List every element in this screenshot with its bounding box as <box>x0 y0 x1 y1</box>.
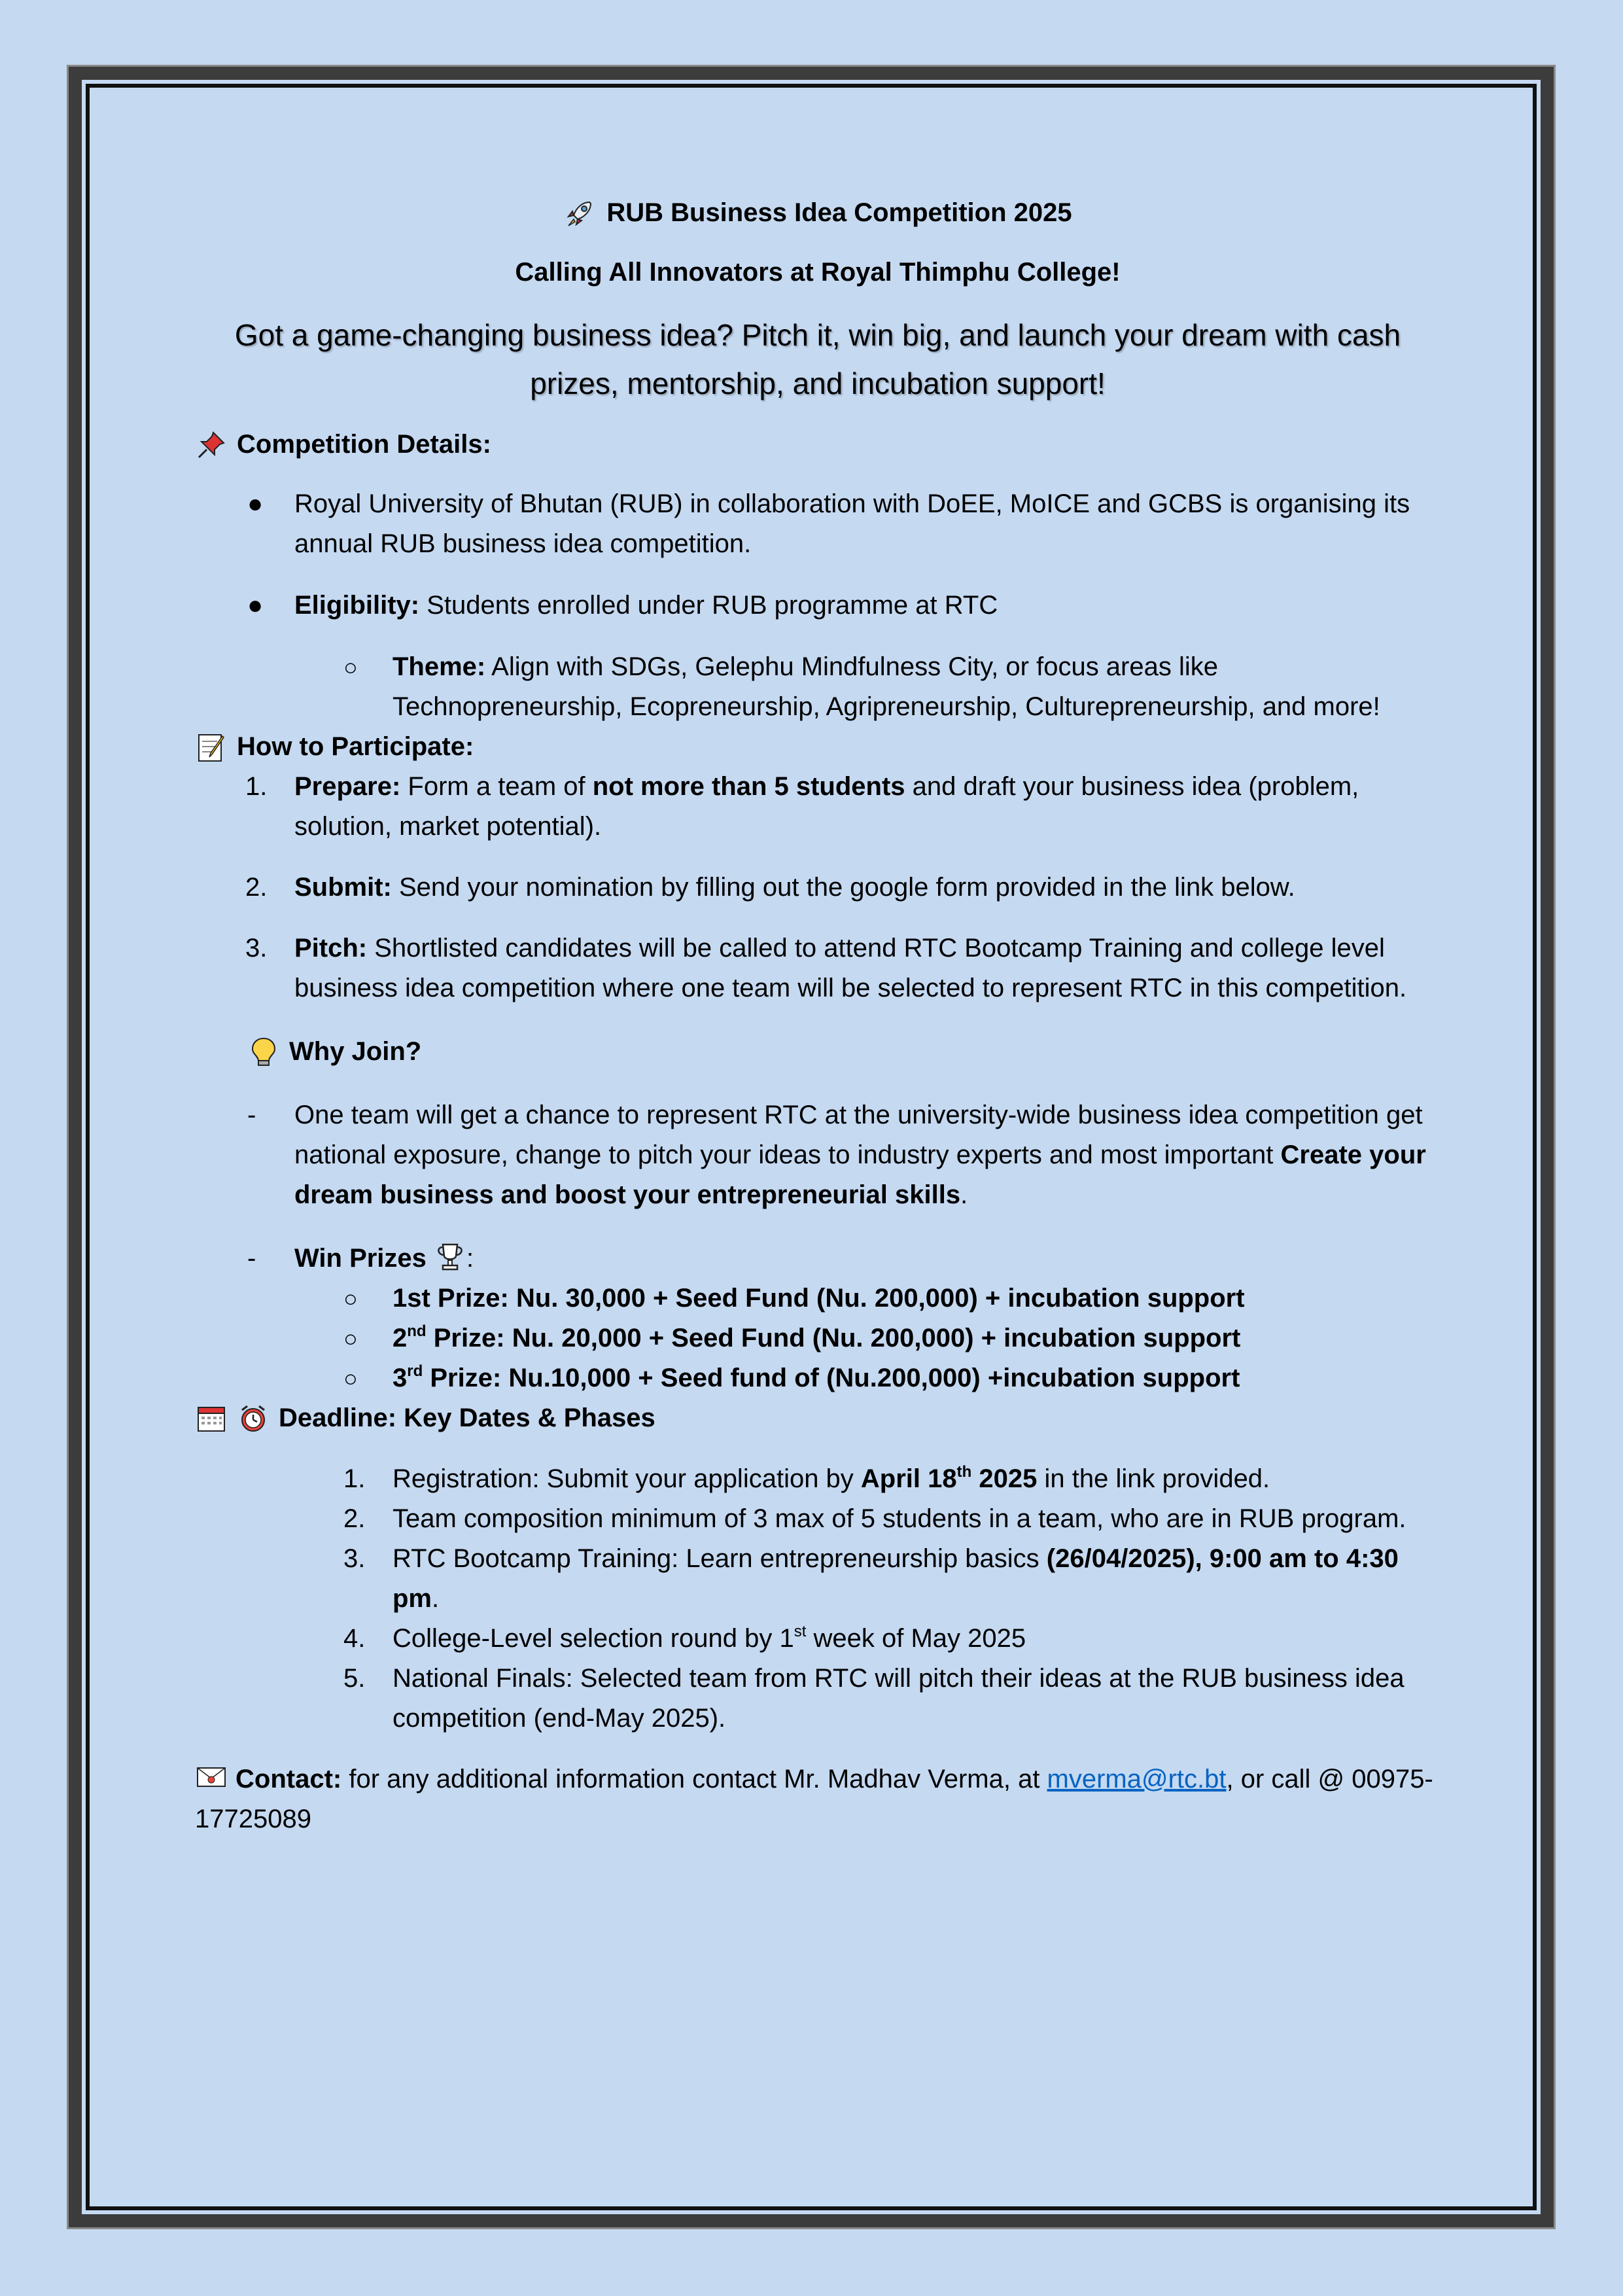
participate-step-pitch: 3. Pitch: Shortlisted candidates will be called to attend RTC Bootcamp Training and college level business idea competition where one team will be selected to represent RTC in this competition. <box>245 934 1407 1002</box>
contact-email-link[interactable]: mverma@rtc.bt <box>1047 1765 1227 1793</box>
envelope-icon <box>195 1760 228 1793</box>
deadline-bootcamp: 3. RTC Bootcamp Training: Learn entrepreneurship basics (26/04/2025), 9:00 am to 4:30 pm. <box>343 1544 1399 1613</box>
pushpin-icon <box>195 429 228 461</box>
why-join-represent: - One team will get a chance to represent RTC at the university-wide business idea competition get national exposure, change to pitch your ideas to industry experts and most important Create your dream business and boost your entrepreneurial skills. <box>247 1101 1426 1209</box>
deadline-registration: 1. Registration: Submit your application by April 18th 2025 in the link provided. <box>343 1462 1270 1493</box>
prize-third: ○ 3rd Prize: Nu.10,000 + Seed fund of (Nu.200,000) +incubation support <box>343 1362 1240 1392</box>
contact-line: Contact: for any additional information contact Mr. Madhav Verma, at mverma@rtc.bt, or call @ 00975-17725089 <box>195 1759 1439 1839</box>
how-to-participate-heading: How to Participate: <box>195 727 1439 767</box>
flyer-title <box>196 193 1439 233</box>
subtitle: Calling All Innovators at Royal Thimphu College! <box>515 258 1121 287</box>
why-join-heading: Why Join? <box>247 1032 1439 1072</box>
prize-first: ○ 1st Prize: Nu. 30,000 + Seed Fund (Nu. 200,000) + incubation support <box>343 1284 1245 1313</box>
deadline-team-composition: 2. Team composition minimum of 3 max of 5 students in a team, who are in RUB program. <box>343 1504 1406 1533</box>
rocket-icon <box>563 197 596 230</box>
calendar-icon <box>195 1402 228 1435</box>
prize-second: ○ 2nd Prize: Nu. 20,000 + Seed Fund (Nu. 200,000) + incubation support <box>343 1322 1241 1352</box>
deadline-national-finals: 5. National Finals: Selected team from RTC will pitch their ideas at the RUB business idea competition (end-May 2025). <box>343 1664 1405 1733</box>
competition-item-eligibility: ● Eligibility: Students enrolled under RUB programme at RTC <box>247 591 998 620</box>
participate-step-prepare: 1. Prepare: Form a team of not more than 5 students and draft your business idea (problem, solution, market potential). <box>245 772 1359 841</box>
deadline-heading: Deadline: Key Dates & Phases <box>195 1398 1439 1438</box>
competition-item-theme: ○ Theme: Align with SDGs, Gelephu Mindfulness City, or focus areas like Technopreneurship, Ecopreneurship, Agripreneurship, Culturepreneurship, and more! <box>343 652 1380 721</box>
flyer-content <box>196 193 1439 1839</box>
competition-item-organiser: ● Royal University of Bhutan (RUB) in collaboration with DoEE, MoICE and GCBS is organising its annual RUB business idea competition. <box>247 489 1410 558</box>
deadline-college-round: 4. College-Level selection round by 1st week of May 2025 <box>343 1622 1026 1653</box>
competition-details-heading: Competition Details: <box>195 425 1439 465</box>
lightbulb-icon <box>247 1036 280 1069</box>
why-join-prizes: - Win Prizes : <box>196 1239 1439 1279</box>
participate-step-submit: 2. Submit: Send your nomination by filling out the google form provided in the link below. <box>245 873 1295 902</box>
memo-icon <box>195 731 228 764</box>
trophy-icon <box>434 1241 466 1273</box>
alarm-clock-icon <box>237 1402 270 1435</box>
tagline: Got a game-changing business idea? Pitch it, win big, and launch your dream with cash prizes, mentorship, and incubation support! <box>234 318 1401 400</box>
title-text: RUB Business Idea Competition 2025 <box>606 198 1072 227</box>
